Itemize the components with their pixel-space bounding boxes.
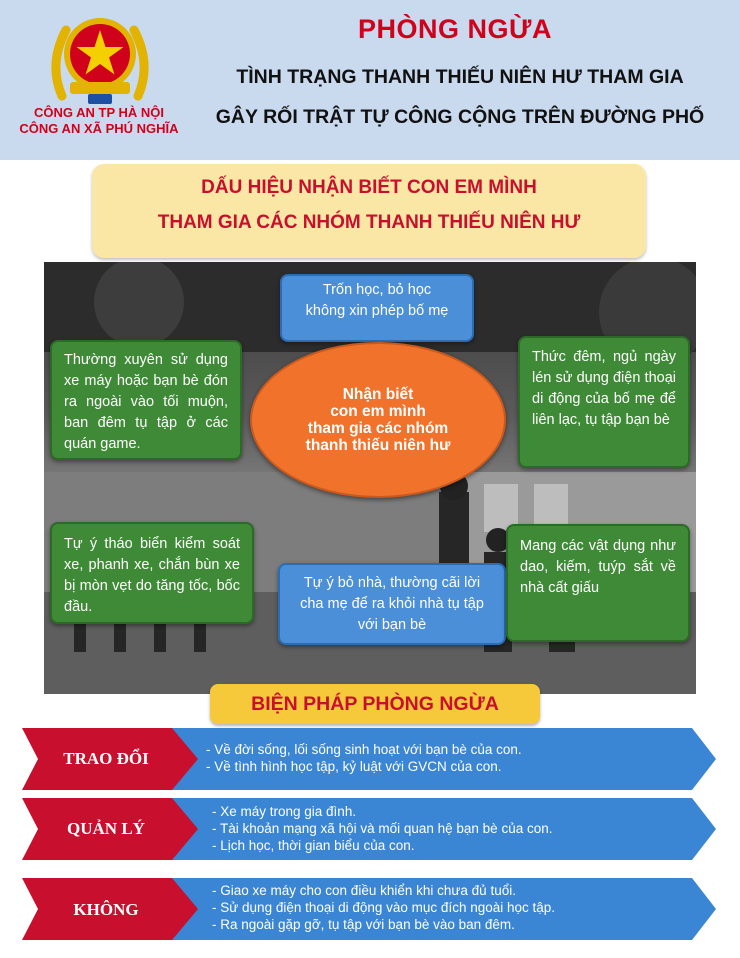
prevention-title: BIỆN PHÁP PHÒNG NGỪA xyxy=(251,693,499,715)
signs-banner-line1: DẤU HIỆU NHẬN BIẾT CON EM MÌNH xyxy=(201,177,537,198)
sign-phone-at-night: Thức đêm, ngủ ngày lén sử dụng điện thoại di động của bố mẹ để liên lạc, tụ tập bạn bè xyxy=(518,336,690,468)
sign-truancy xyxy=(280,274,474,342)
sign-weapons: Mang các vật dụng như dao, kiếm, tuýp sắt về nhà cất giấu xyxy=(506,524,690,642)
page-subtitle-line2: GÂY RỐI TRẬT TỰ CÔNG CỘNG TRÊN ĐƯỜNG PHỐ xyxy=(215,106,705,128)
list-item: - Về tình hình học tập, kỷ luật với GVCN của con. xyxy=(206,759,502,774)
sign-truancy-line1: Trốn học, bỏ học xyxy=(322,282,432,298)
center-title xyxy=(250,386,506,454)
row-khong-label: KHÔNG xyxy=(73,900,139,919)
sign-leaving-home xyxy=(278,563,506,645)
sign-leaving-home-line2: cha mẹ để ra khỏi nhà tụ tập xyxy=(300,596,484,612)
police-emblem-icon xyxy=(44,8,156,112)
row-quan-ly-items xyxy=(212,803,552,854)
list-item: - Giao xe máy cho con điều khiển khi chưa đủ tuổi. xyxy=(212,883,516,898)
list-item: - Về đời sống, lối sống sinh hoạt với bạn bè của con. xyxy=(206,742,522,757)
org-name-line1: CÔNG AN TP HÀ NỘI xyxy=(33,105,164,120)
sign-truancy-line2: không xin phép bố mẹ xyxy=(305,303,449,319)
center-title-line4: thanh thiếu niên hư xyxy=(305,437,451,454)
row-quan-ly-label: QUẢN LÝ xyxy=(67,819,145,838)
page-subtitle-line1: TÌNH TRẠNG THANH THIẾU NIÊN HƯ THAM GIA xyxy=(236,66,684,88)
list-item: - Ra ngoài gặp gỡ, tụ tập với bạn bè vào ban đêm. xyxy=(212,917,515,932)
signs-banner-line2: THAM GIA CÁC NHÓM THANH THIẾU NIÊN HƯ xyxy=(157,212,581,233)
page-title: PHÒNG NGỪA xyxy=(358,14,552,44)
center-title-line3: tham gia các nhóm xyxy=(307,420,449,437)
row-khong-items xyxy=(212,882,555,933)
list-item: - Sử dụng điện thoại di động vào mục đích ngoài học tập. xyxy=(212,900,556,915)
row-trao-doi-label: TRAO ĐỔI xyxy=(63,749,149,768)
center-title-line2: con em mình xyxy=(330,403,426,420)
list-item: - Tài khoản mạng xã hội và mối quan hệ bạn bè của con. xyxy=(212,821,553,836)
sign-leaving-home-line3: với bạn bè xyxy=(357,617,427,633)
sign-leaving-home-line1: Tự ý bỏ nhà, thường cãi lời xyxy=(303,575,481,591)
list-item: - Xe máy trong gia đình. xyxy=(212,804,357,819)
center-title-line1: Nhận biết xyxy=(342,386,414,403)
sign-vehicle-tampering: Tự ý tháo biển kiểm soát xe, phanh xe, chắn bùn xe bị mòn vẹt do tăng tốc, bốc đầu. xyxy=(50,522,254,624)
row-trao-doi-items xyxy=(206,741,522,775)
sign-late-night-motorbike: Thường xuyên sử dụng xe máy hoặc bạn bè đón ra ngoài vào tối muộn, ban đêm tụ tập ở các quán game. xyxy=(50,340,242,460)
org-name-line2: CÔNG AN XÃ PHÚ NGHĨA xyxy=(19,121,179,136)
list-item: - Lịch học, thời gian biểu của con. xyxy=(212,838,415,853)
